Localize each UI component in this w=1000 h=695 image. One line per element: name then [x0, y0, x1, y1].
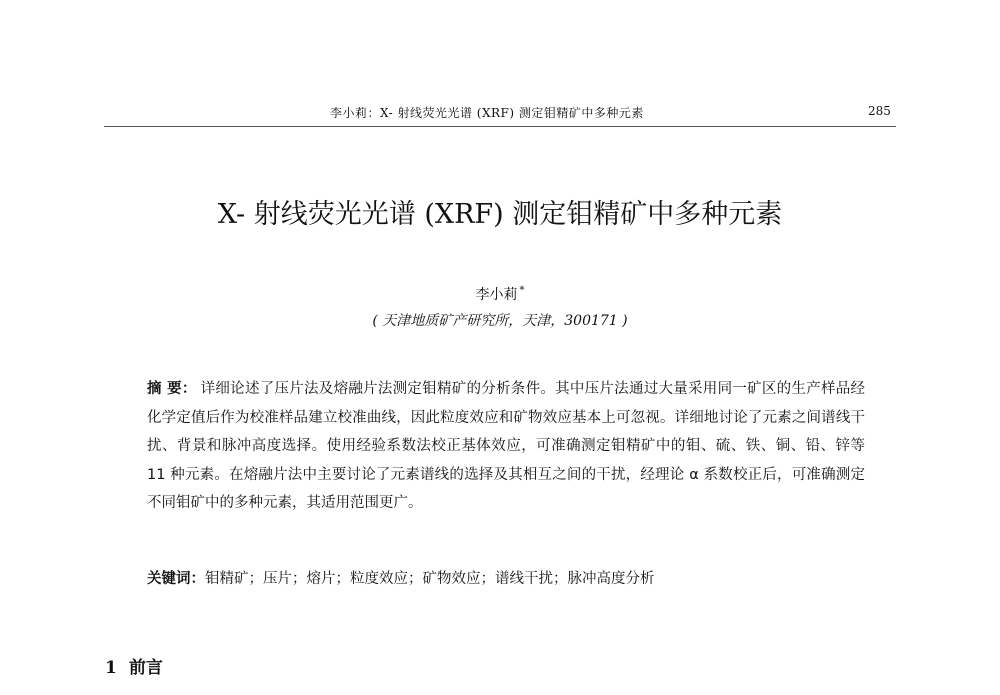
section-title: 前言	[128, 658, 163, 678]
title-main: 射线荧光光谱	[253, 199, 416, 230]
affiliation: ( 天津地质矿产研究所，天津，300171 )	[372, 313, 628, 329]
author	[0, 284, 1000, 304]
title-latin: (XRF)	[424, 199, 504, 230]
header-rule	[104, 126, 896, 127]
abstract	[147, 375, 865, 518]
keywords	[147, 567, 865, 588]
section-number: 1	[105, 658, 117, 678]
section-heading	[105, 653, 163, 678]
keywords-label: 关键词：	[147, 571, 205, 587]
title-prefix: X-	[217, 199, 246, 230]
abstract-label: 摘 要：	[147, 381, 197, 397]
title-rest: 测定钼精矿中多种元素	[512, 199, 783, 230]
abstract-text: 详细论述了压片法及熔融片法测定钼精矿的分析条件。其中压片法通过大量采用同一矿区的生产样品经化学定值后作为校准样品建立校准曲线，因此粒度效应和矿物效应基本上可忽视。详细地讨论了元素之间谱线干扰、背景和脉冲高度选择。使用经验系数法校正基体效应，可准确测定钼精矿中的钼、硫、铁、铜、铅、锌等 11 种元素。在熔融片法中主要讨论了元素谱线的选择及其相互之间的干扰，经理论 α 系数校正后，可准确测定不同钼矿中的多种元素，其适用范围更广。	[147, 381, 865, 511]
paper-title	[0, 192, 1000, 231]
author-mark: *	[519, 285, 525, 297]
author-name: 李小莉	[475, 287, 518, 303]
page-number: 285	[868, 104, 891, 118]
running-head: 李小莉：X- 射线荧光光谱 (XRF) 测定钼精矿中多种元素	[330, 106, 644, 120]
keywords-text: 钼精矿；压片；熔片；粒度效应；矿物效应；谱线干扰；脉冲高度分析	[205, 571, 655, 587]
